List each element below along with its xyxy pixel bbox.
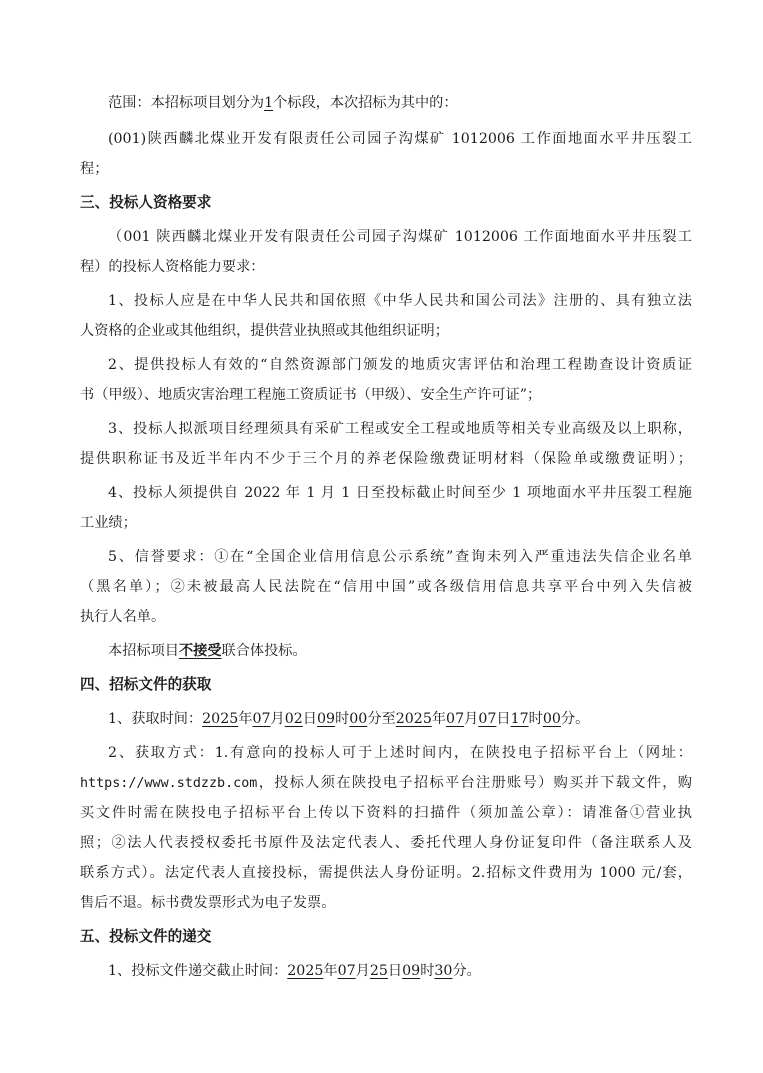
requirement-4-line-1: 4、投标人须提供自 2022 年 1 月 1 日至投标截止时间至少 1 项地面水平井压裂工程施 xyxy=(108,485,692,501)
scope-prefix: 范围：本招标项目划分为 xyxy=(108,95,265,111)
unit-year: 年 xyxy=(431,711,447,727)
method-line-4: 照；②法人代表授权委托书原件及法定代表人、委托代理人身份证复印件（备注联系人及 xyxy=(80,835,692,851)
scope-line xyxy=(108,93,692,113)
consortium-prefix: 本招标项目 xyxy=(108,643,179,659)
start-minute: 00 xyxy=(349,711,368,727)
end-day: 07 xyxy=(478,711,497,727)
unit-hour: 时 xyxy=(528,711,543,727)
lot-count: 1 xyxy=(264,95,274,111)
lot-line-1: (001)陕西麟北煤业开发有限责任公司园子沟煤矿 1012006 工作面地面水平井压裂工 xyxy=(108,131,692,147)
method-line-2 xyxy=(80,773,692,794)
end-hour: 17 xyxy=(510,711,529,727)
deadline-minute: 30 xyxy=(434,963,453,979)
deadline-label: 1、投标文件递交截止时间： xyxy=(108,963,288,979)
acquisition-time-label: 1、获取时间： xyxy=(108,711,203,727)
unit-hour: 时 xyxy=(335,711,350,727)
deadline-line xyxy=(108,961,692,981)
section-4-heading: 四、招标文件的获取 xyxy=(80,676,212,693)
unit-minute: 分 xyxy=(452,963,467,979)
unit-month: 月 xyxy=(355,963,370,979)
requirement-5-line-3: 执行人名单。 xyxy=(80,609,166,625)
section-3-intro-2: 程）的投标人资格能力要求： xyxy=(80,259,265,275)
deadline-hour: 09 xyxy=(402,963,421,979)
unit-month: 月 xyxy=(270,711,285,727)
requirement-3-line-2: 提供职称证书及近半年内不少于三个月的养老保险缴费证明材料（保险单或缴费证明）； xyxy=(80,451,692,467)
end-month: 07 xyxy=(446,711,465,727)
section-3-intro-1: （001 陕西麟北煤业开发有限责任公司园子沟煤矿 1012006 工作面地面水平井压裂工 xyxy=(108,229,692,245)
end-year: 2025 xyxy=(395,711,432,727)
deadline-year: 2025 xyxy=(287,963,324,979)
end-mark: 。 xyxy=(575,711,590,727)
method-line-2-rest: ，投标人须在陕投电子招标平台注册账号）购买并下载文件，购 xyxy=(257,775,692,791)
start-year: 2025 xyxy=(202,711,239,727)
method-line-5: 联系方式）。法定代表人直接投标，需提供法人身份证明。2.招标文件费用为 1000 元/套， xyxy=(80,865,692,881)
start-hour: 09 xyxy=(317,711,336,727)
requirement-3-line-1: 3、投标人拟派项目经理须具有采矿工程或安全工程或地质等相关专业高级及以上职称， xyxy=(108,421,692,437)
requirement-2-line-2: 书（甲级）、地质灾害治理工程施工资质证书（甲级）、安全生产许可证”； xyxy=(80,387,542,403)
consortium-line xyxy=(108,641,692,661)
unit-year: 年 xyxy=(323,963,338,979)
unit-day: 日 xyxy=(387,963,403,979)
start-month: 07 xyxy=(252,711,271,727)
lot-line-2: 程； xyxy=(80,161,109,177)
method-line-6: 售后不退。标书费发票形式为电子发票。 xyxy=(80,895,336,911)
requirement-5-line-1: 5、信誉要求：①在“全国企业信用信息公示系统”查询未列入严重违法失信企业名单 xyxy=(108,549,692,565)
unit-year: 年 xyxy=(238,711,253,727)
requirement-5-line-2: （黑名单）；②未被最高人民法院在“信用中国”或各级信用信息共享平台中列入失信被 xyxy=(80,579,692,595)
requirement-4-line-2: 工业绩； xyxy=(80,515,137,531)
requirement-1-line-2: 人资格的企业或其他组织，提供营业执照或其他组织证明； xyxy=(80,323,449,339)
unit-minute: 分 xyxy=(367,711,382,727)
unit-day: 日 xyxy=(302,711,317,727)
consortium-value: 不接受 xyxy=(178,643,222,659)
method-line-3: 买文件时需在陕投电子招标平台上传以下资料的扫描件（须加盖公章）：请准备①营业执 xyxy=(80,805,692,821)
unit-hour: 时 xyxy=(420,963,435,979)
unit-minute: 分 xyxy=(560,711,576,727)
requirement-1-line-1: 1、投标人应是在中华人民共和国依照《中华人民共和国公司法》注册的、具有独立法 xyxy=(108,293,692,309)
between-word: 至 xyxy=(381,711,396,727)
section-5-heading: 五、投标文件的递交 xyxy=(80,928,212,945)
requirement-2-line-1: 2、提供投标人有效的“自然资源部门颁发的地质灾害评估和治理工程勘查设计资质证 xyxy=(108,357,692,373)
scope-suffix: 个标段，本次招标为其中的： xyxy=(273,95,458,111)
acquisition-time xyxy=(108,709,692,729)
method-line-1: 2、获取方式：1.有意向的投标人可于上述时间内，在陕投电子招标平台上（网址： xyxy=(108,745,692,761)
platform-url-link[interactable]: https://www.stdzzb.com xyxy=(80,776,258,791)
end-minute: 00 xyxy=(542,711,561,727)
deadline-month: 07 xyxy=(337,963,356,979)
unit-day: 日 xyxy=(496,711,511,727)
consortium-suffix: 联合体投标。 xyxy=(221,643,307,659)
end-mark: 。 xyxy=(466,963,481,979)
unit-month: 月 xyxy=(464,711,479,727)
start-day: 02 xyxy=(284,711,303,727)
deadline-day: 25 xyxy=(369,963,388,979)
section-3-heading: 三、投标人资格要求 xyxy=(80,194,212,211)
